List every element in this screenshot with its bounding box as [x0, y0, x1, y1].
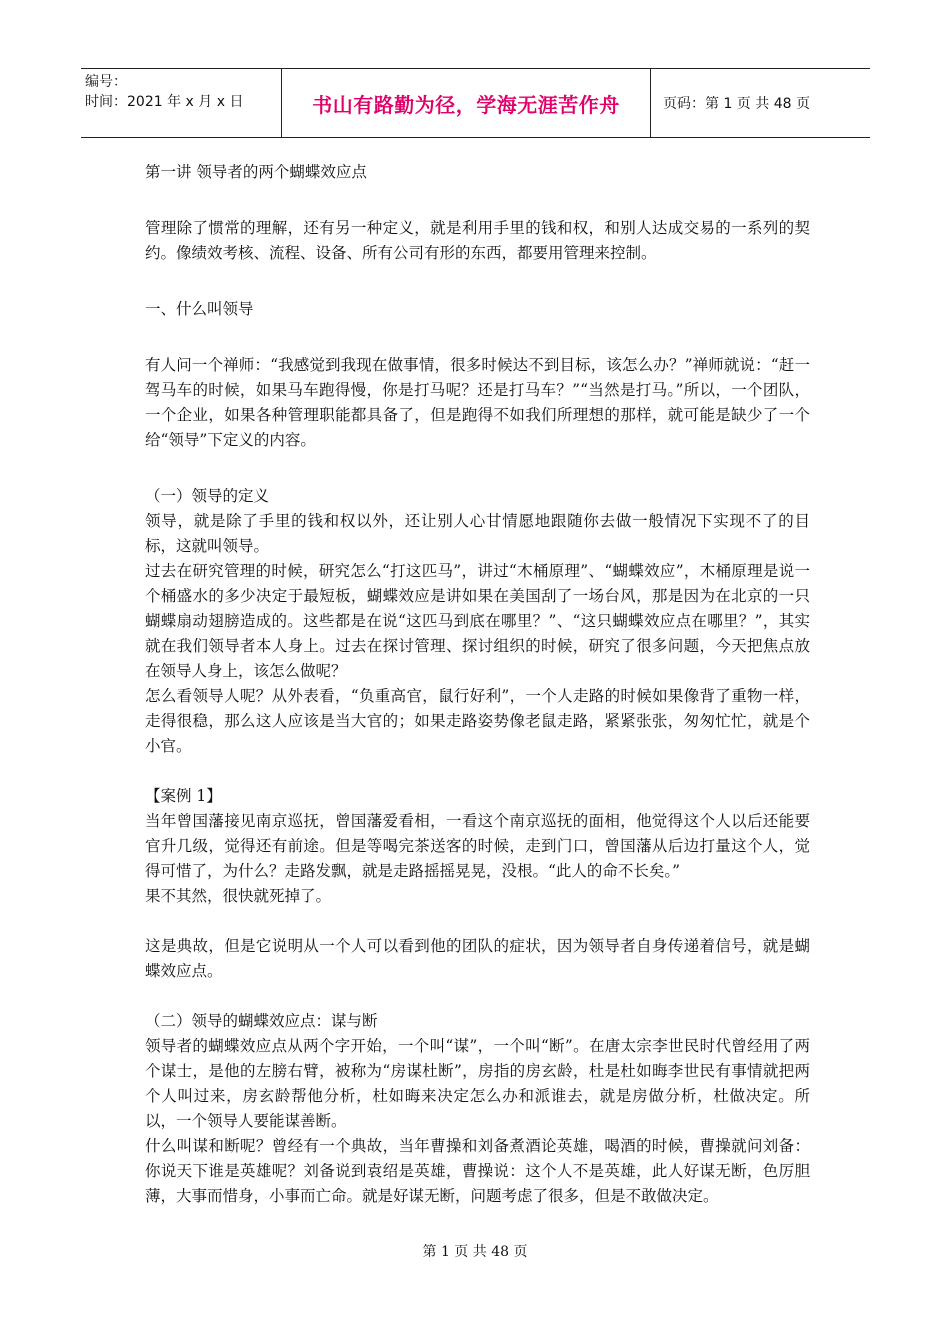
- definition-paragraph: 领导，就是除了手里的钱和权以外，还让别人心甘情愿地跟随你去做一般情况下实现不了的目标，这就叫领导。: [145, 512, 810, 555]
- page-footer: [0, 1241, 950, 1261]
- case-comment-paragraph: 这是典故，但是它说明从一个人可以看到他的团队的症状，因为领导者自身传递着信号，就是蝴蝶效应点。: [145, 937, 810, 980]
- subsection-heading: （一）领导的定义: [145, 487, 270, 505]
- case-paragraph: 当年曾国藩接见南京巡抚，曾国藩爱看相，一看这个南京巡抚的面相，他觉得这个人以后还能要官升几级，觉得还有前途。但是等喝完茶送客的时候，走到门口，曾国藩从后边打量这个人，觉得可惜了，为什么？走路发飘，就是走路摇摇晃晃，没根。“此人的命不长矣。”: [145, 812, 810, 880]
- header-motto: 书山有路勤为径，学海无涯苦作舟: [312, 92, 620, 117]
- subsection-heading: （二）领导的蝴蝶效应点：谋与断: [145, 1012, 378, 1030]
- document-time-label: 时间：2021 年 x 月 x 日: [85, 94, 244, 110]
- zen-story-paragraph: 有人问一个禅师：“我感觉到我现在做事情，很多时候达不到目标，该怎么办？”禅师就说：“赶一驾马车的时候，如果马车跑得慢，你是打马呢？还是打马车？”“当然是打马。”所以，一个团队，一个企业，如果各种管理职能都具备了，但是跑得不如我们所理想的那样，就可能是缺少了一个给“领导”下定义的内容。: [145, 356, 810, 449]
- page-header: [81, 68, 870, 138]
- header-page-info: [651, 69, 870, 137]
- lecture-title: 第一讲 领导者的两个蝴蝶效应点: [145, 163, 367, 181]
- section-heading: 一、什么叫领导: [145, 300, 254, 318]
- appearance-paragraph: 怎么看领导人呢？从外表看，“负重高官，鼠行好利”，一个人走路的时候如果像背了重物一样，走得很稳，那么这人应该是当大官的；如果走路姿势像老鼠走路，紧紧张张，匆匆忙忙，就是个小官。: [145, 687, 810, 755]
- document-body: [145, 160, 810, 1209]
- what-is-paragraph: 什么叫谋和断呢？曾经有一个典故，当年曹操和刘备煮酒论英雄，喝酒的时候，曹操就问刘备：你说天下谁是英雄呢？刘备说到袁绍是英雄，曹操说：这个人不是英雄，此人好谋无断，色厉胆薄，大事而惜身，小事而亡命。就是好谋无断，问题考虑了很多，但是不敢做决定。: [145, 1137, 810, 1205]
- case-result-paragraph: 果不其然，很快就死掉了。: [145, 887, 332, 905]
- research-paragraph: 过去在研究管理的时候，研究怎么“打这匹马”，讲过“木桶原理”、“蝴蝶效应”，木桶原理是说一个桶盛水的多少决定于最短板，蝴蝶效应是讲如果在美国刮了一场台风，那是因为在北京的一只蝴蝶扇动翅膀造成的。这些都是在说“这匹马到底在哪里？”、“这只蝴蝶效应点在哪里？”，其实就在我们领导者本人身上。过去在探讨管理、探讨组织的时候，研究了很多问题，今天把焦点放在领导人身上，该怎么做呢？: [145, 562, 810, 680]
- footer-page-number: 第 1 页 共 48 页: [422, 1244, 528, 1260]
- header-meta: [81, 69, 281, 137]
- header-motto-cell: [281, 69, 651, 137]
- header-page-number: 页码：第 1 页 共 48 页: [663, 96, 810, 112]
- case-heading: 【案例 1】: [145, 787, 222, 805]
- mou-duan-paragraph: 领导者的蝴蝶效应点从两个字开始，一个叫“谋”，一个叫“断”。在唐太宗李世民时代曾经用了两个谋士，是他的左膀右臂，被称为“房谋杜断”，房指的房玄龄，杜是杜如晦李世民有事情就把两个人叫过来，房玄龄帮他分析，杜如晦来决定怎么办和派谁去，就是房做分析，杜做决定。所以，一个领导人要能谋善断。: [145, 1037, 810, 1130]
- intro-paragraph: 管理除了惯常的理解，还有另一种定义，就是利用手里的钱和权，和别人达成交易的一系列的契约。像绩效考核、流程、设备、所有公司有形的东西，都要用管理来控制。: [145, 219, 810, 262]
- document-code-label: 编号：: [85, 74, 127, 90]
